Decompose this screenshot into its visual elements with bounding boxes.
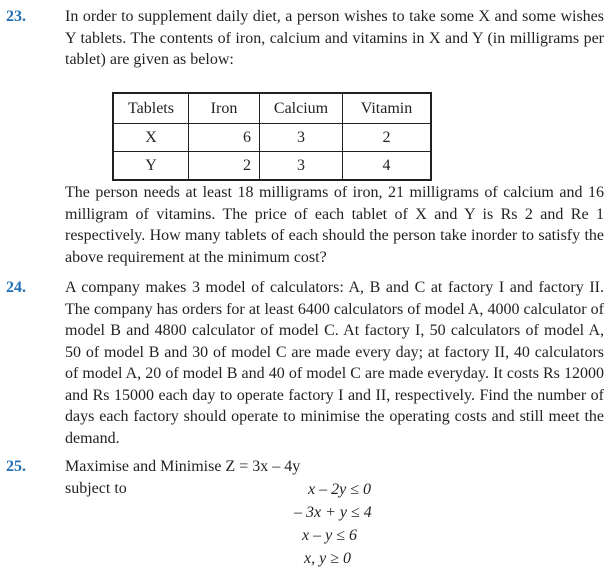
question-intro xyxy=(65,6,604,71)
question-body-text: A company makes 3 model of calculators: A, B and C at factory I and factory II. The company has orders for at least 6400 calculators of model A, 4000 calculator of model B and 4800 calculator of model C. At factory I, 50 calculators of model A, 50 of model B and 30 of model C are made every day; at factory II, 40 calculators of model A, 20 of model B and 40 of model C are made everyday. It costs Rs 12000 and Rs 15000 each day to operate factory I and II, respectively. Find the number of days each factory should operate to minimise the operating costs and still meet the demand. xyxy=(65,279,604,447)
constraint: – 3x + y ≤ 4 xyxy=(294,504,372,521)
table-cell: 3 xyxy=(260,124,343,152)
table-header: Tablets xyxy=(113,93,189,124)
question-number: 24. xyxy=(6,279,26,296)
question-number: 25. xyxy=(6,458,26,475)
question-intro-text: In order to supplement daily diet, a person wishes to take some X and some wishes Y tablets. The contents of iron, calcium and vitamins in X and Y (in milligrams per tablet) are given as below: xyxy=(65,8,604,68)
table-row xyxy=(113,152,431,181)
table-cell: Y xyxy=(113,152,189,181)
table-cell: 3 xyxy=(260,152,343,181)
table-header: Vitamin xyxy=(343,93,432,124)
table-cell: 2 xyxy=(189,152,260,181)
constraint: x, y ≥ 0 xyxy=(304,550,351,567)
table-cell: 6 xyxy=(189,124,260,152)
table-cell: X xyxy=(113,124,189,152)
nutrient-table xyxy=(112,92,432,181)
constraint-list xyxy=(286,478,406,570)
table-cell: 2 xyxy=(343,124,432,152)
objective-text: Maximise and Minimise Z = 3x – 4y xyxy=(65,458,301,475)
table-header: Calcium xyxy=(260,93,343,124)
question-body-text: The person needs at least 18 milligrams of iron, 21 milligrams of calcium and 16 milligram of vitamins. The price of each tablet of X and Y is Rs 2 and Re 1 respectively. How many tablets of each should the person take inorder to satisfy the above requirement at the minimum cost? xyxy=(65,184,604,266)
objective-line xyxy=(65,456,604,478)
constraint: x – y ≤ 6 xyxy=(302,527,357,544)
table-cell: 4 xyxy=(343,152,432,181)
table-header-row xyxy=(113,93,431,124)
table-header: Iron xyxy=(189,93,260,124)
question-body xyxy=(65,277,604,449)
constraint: x – 2y ≤ 0 xyxy=(308,481,371,498)
question-number: 23. xyxy=(6,8,26,25)
subject-to-text: subject to xyxy=(65,480,127,497)
table-row xyxy=(113,124,431,152)
question-body xyxy=(65,182,604,268)
